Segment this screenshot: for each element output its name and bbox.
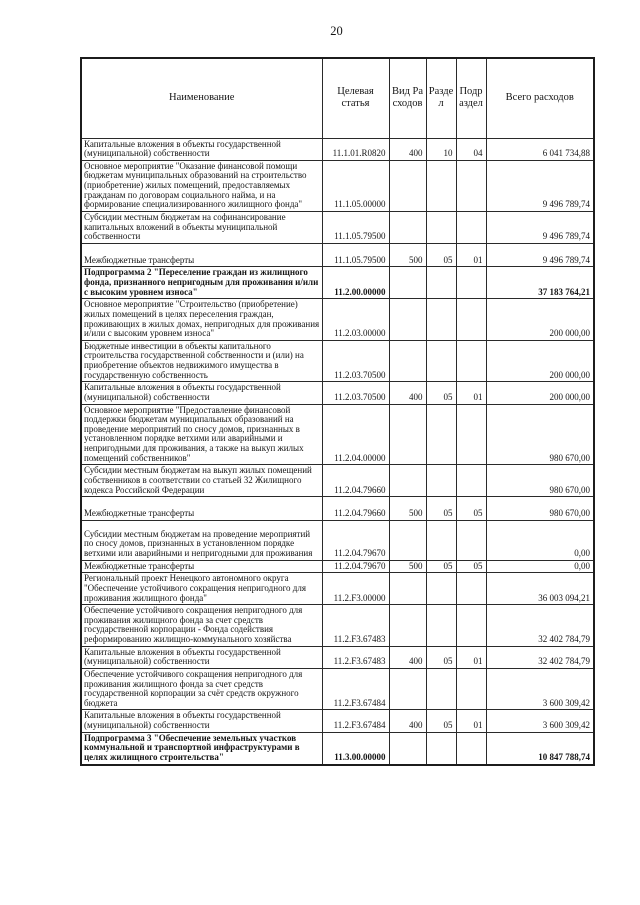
cell-expense-type: 400 xyxy=(389,138,426,160)
cell-section xyxy=(426,160,456,211)
cell-subsection xyxy=(456,160,486,211)
cell-subsection: 05 xyxy=(456,560,486,573)
cell-target-article: 11.2.04.79670 xyxy=(322,520,389,560)
cell-section: 05 xyxy=(426,560,456,573)
table-row xyxy=(81,732,594,764)
header-subsection: Подраздел xyxy=(456,58,486,138)
table-row xyxy=(81,138,594,160)
cell-total: 980 670,00 xyxy=(486,465,594,497)
cell-expense-type xyxy=(389,668,426,710)
cell-target-article: 11.1.05.00000 xyxy=(322,160,389,211)
cell-target-article: 11.2.04.79670 xyxy=(322,560,389,573)
cell-target-article: 11.2.03.00000 xyxy=(322,299,389,341)
cell-section: 05 xyxy=(426,382,456,404)
cell-section xyxy=(426,340,456,382)
cell-section xyxy=(426,520,456,560)
cell-name: Субсидии местным бюджетам на выкуп жилых помещений собственников в соответствии со статьей 32 Жилищного кодекса Российской Федерации xyxy=(81,465,322,497)
table-row xyxy=(81,160,594,211)
cell-expense-type xyxy=(389,299,426,341)
table-header xyxy=(81,58,594,138)
cell-subsection: 01 xyxy=(456,243,486,267)
cell-section: 05 xyxy=(426,710,456,732)
header-total: Всего расходов xyxy=(486,58,594,138)
cell-expense-type xyxy=(389,520,426,560)
cell-subsection xyxy=(456,573,486,605)
table-row xyxy=(81,465,594,497)
table-row xyxy=(81,243,594,267)
cell-subsection xyxy=(456,340,486,382)
cell-subsection: 05 xyxy=(456,497,486,521)
cell-name: Межбюджетные трансферты xyxy=(81,243,322,267)
cell-section xyxy=(426,668,456,710)
cell-name: Капитальные вложения в объекты государственной (муниципальной) собственности xyxy=(81,138,322,160)
cell-target-article: 11.2.03.70500 xyxy=(322,340,389,382)
cell-section xyxy=(426,465,456,497)
cell-expense-type: 500 xyxy=(389,560,426,573)
cell-total: 3 600 309,42 xyxy=(486,668,594,710)
cell-subsection: 01 xyxy=(456,646,486,668)
cell-target-article: 11.2.F3.67483 xyxy=(322,646,389,668)
cell-expense-type xyxy=(389,732,426,764)
cell-target-article: 11.2.F3.67484 xyxy=(322,668,389,710)
cell-total: 3 600 309,42 xyxy=(486,710,594,732)
cell-target-article: 11.2.04.79660 xyxy=(322,497,389,521)
cell-name: Основное мероприятие "Строительство (приобретение) жилых помещений в целях переселения граждан, проживающих в жилых домах, непригодных для проживания и/или с высоким уровнем износа" xyxy=(81,299,322,341)
cell-section xyxy=(426,211,456,243)
cell-subsection xyxy=(456,267,486,299)
cell-subsection xyxy=(456,299,486,341)
cell-total: 980 670,00 xyxy=(486,497,594,521)
table-row xyxy=(81,668,594,710)
table-row xyxy=(81,497,594,521)
cell-name: Основное мероприятие "Предоставление финансовой поддержки бюджетам муниципальных образований на проведение мероприятий по сносу домов, признанных в установленном порядке ветхими или аварийными и непригодными для проживания, а также на выкуп жилых помещений собственников" xyxy=(81,404,322,465)
cell-expense-type xyxy=(389,211,426,243)
cell-section xyxy=(426,267,456,299)
cell-name: Субсидии местным бюджетам на софинансирование капитальных вложений в объекты муниципальной собственности xyxy=(81,211,322,243)
cell-name: Подпрограмма 2 "Переселение граждан из жилищного фонда, признанного непригодным для проживания и/или с высоким уровнем износа" xyxy=(81,267,322,299)
cell-name: Подпрограмма 3 "Обеспечение земельных участков коммунальной и транспортной инфраструктурами в целях жилищного строительства" xyxy=(81,732,322,764)
cell-total: 36 003 094,21 xyxy=(486,573,594,605)
header-section: Раздел xyxy=(426,58,456,138)
table-row xyxy=(81,404,594,465)
cell-name: Обеспечение устойчивого сокращения непригодного для проживания жилищного фонда за счет средств государственной корпорации за счёт средств окружного бюджета xyxy=(81,668,322,710)
cell-expense-type xyxy=(389,160,426,211)
cell-name: Обеспечение устойчивого сокращения непригодного для проживания жилищного фонда за счет средств государственной корпорации - Фонда содействия реформированию жилищно-коммунального хозяйства xyxy=(81,605,322,647)
cell-subsection xyxy=(456,732,486,764)
cell-total: 200 000,00 xyxy=(486,382,594,404)
cell-subsection xyxy=(456,668,486,710)
table-row xyxy=(81,382,594,404)
cell-expense-type xyxy=(389,605,426,647)
cell-total: 6 041 734,88 xyxy=(486,138,594,160)
cell-total: 9 496 789,74 xyxy=(486,160,594,211)
budget-expenses-table xyxy=(80,57,595,766)
cell-expense-type xyxy=(389,573,426,605)
cell-subsection xyxy=(456,404,486,465)
cell-target-article: 11.2.04.00000 xyxy=(322,404,389,465)
cell-target-article: 11.1.05.79500 xyxy=(322,211,389,243)
cell-target-article: 11.3.00.00000 xyxy=(322,732,389,764)
cell-target-article: 11.2.F3.00000 xyxy=(322,573,389,605)
cell-section xyxy=(426,299,456,341)
cell-expense-type xyxy=(389,404,426,465)
cell-section: 10 xyxy=(426,138,456,160)
cell-target-article: 11.2.00.00000 xyxy=(322,267,389,299)
cell-expense-type xyxy=(389,267,426,299)
cell-name: Капитальные вложения в объекты государственной (муниципальной) собственности xyxy=(81,382,322,404)
cell-subsection: 01 xyxy=(456,382,486,404)
cell-name: Капитальные вложения в объекты государственной (муниципальной) собственности xyxy=(81,710,322,732)
cell-target-article: 11.1.05.79500 xyxy=(322,243,389,267)
cell-subsection: 04 xyxy=(456,138,486,160)
cell-section: 05 xyxy=(426,646,456,668)
cell-total: 9 496 789,74 xyxy=(486,243,594,267)
cell-target-article: 11.1.01.R0820 xyxy=(322,138,389,160)
cell-expense-type: 500 xyxy=(389,243,426,267)
table-body xyxy=(81,138,594,765)
page-number: 20 xyxy=(330,24,343,38)
cell-total: 200 000,00 xyxy=(486,299,594,341)
cell-subsection xyxy=(456,465,486,497)
cell-section: 05 xyxy=(426,243,456,267)
cell-name: Региональный проект Ненецкого автономного округа "Обеспечение устойчивого сокращения непригодного для проживания жилищного фонда" xyxy=(81,573,322,605)
cell-total: 9 496 789,74 xyxy=(486,211,594,243)
cell-total: 0,00 xyxy=(486,560,594,573)
cell-name: Межбюджетные трансферты xyxy=(81,497,322,521)
header-name: Наименование xyxy=(81,58,322,138)
cell-name: Бюджетные инвестиции в объекты капитального строительства государственной собственности и (или) на приобретение объектов недвижимого имущества в государственную собственность xyxy=(81,340,322,382)
cell-expense-type: 400 xyxy=(389,382,426,404)
cell-name: Основное мероприятие "Оказание финансовой помощи бюджетам муниципальных образований на строительство (приобретение) жилых помещений, предоставляемых гражданам по договорам социального найма, и на формирование специализированного жилищного фонда" xyxy=(81,160,322,211)
cell-total: 32 402 784,79 xyxy=(486,646,594,668)
header-expense-type: Вид Расходов xyxy=(389,58,426,138)
cell-total: 37 183 764,21 xyxy=(486,267,594,299)
cell-section xyxy=(426,573,456,605)
cell-target-article: 11.2.03.70500 xyxy=(322,382,389,404)
cell-name: Субсидии местным бюджетам на проведение мероприятий по сносу домов, признанных в установленном порядке ветхими или аварийными и непригодными для проживания xyxy=(81,520,322,560)
table-header-row xyxy=(81,58,594,138)
table-row xyxy=(81,340,594,382)
table-row xyxy=(81,560,594,573)
cell-expense-type: 500 xyxy=(389,497,426,521)
table-row xyxy=(81,211,594,243)
cell-section: 05 xyxy=(426,497,456,521)
table-row xyxy=(81,299,594,341)
cell-total: 980 670,00 xyxy=(486,404,594,465)
cell-total: 10 847 788,74 xyxy=(486,732,594,764)
cell-section xyxy=(426,605,456,647)
cell-total: 32 402 784,79 xyxy=(486,605,594,647)
cell-section xyxy=(426,732,456,764)
table-row xyxy=(81,267,594,299)
cell-subsection: 01 xyxy=(456,710,486,732)
cell-section xyxy=(426,404,456,465)
cell-subsection xyxy=(456,520,486,560)
table-row xyxy=(81,520,594,560)
cell-target-article: 11.2.F3.67483 xyxy=(322,605,389,647)
cell-total: 0,00 xyxy=(486,520,594,560)
cell-name: Межбюджетные трансферты xyxy=(81,560,322,573)
cell-expense-type: 400 xyxy=(389,710,426,732)
table-row xyxy=(81,605,594,647)
cell-subsection xyxy=(456,211,486,243)
cell-expense-type: 400 xyxy=(389,646,426,668)
cell-expense-type xyxy=(389,465,426,497)
cell-target-article: 11.2.F3.67484 xyxy=(322,710,389,732)
cell-total: 200 000,00 xyxy=(486,340,594,382)
header-target-article: Целевая статья xyxy=(322,58,389,138)
cell-name: Капитальные вложения в объекты государственной (муниципальной) собственности xyxy=(81,646,322,668)
table-row xyxy=(81,573,594,605)
table-row xyxy=(81,710,594,732)
cell-target-article: 11.2.04.79660 xyxy=(322,465,389,497)
table-row xyxy=(81,646,594,668)
cell-subsection xyxy=(456,605,486,647)
cell-expense-type xyxy=(389,340,426,382)
